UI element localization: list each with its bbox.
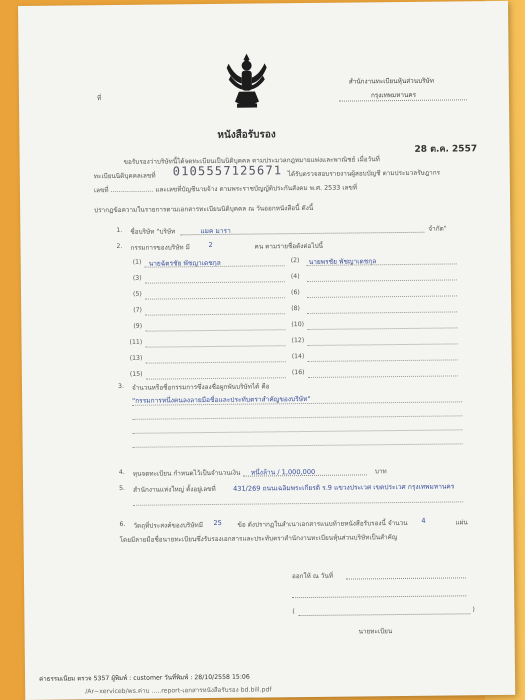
item-6-number: 6. [119, 520, 126, 528]
intro-line-1: ขอรับรองว่าบริษัทนี้ได้จดทะเบียนเป็นนิติบุคคล ตามประมวลกฎหมายแพ่งและพาณิชย์ เมื่อวันที่ [123, 155, 380, 166]
item-1-label: ชื่อบริษัท "บริษัท [130, 227, 176, 236]
slot-11-number: (11) [129, 338, 143, 346]
slot-14-number: (14) [291, 353, 305, 361]
slot-4-number: (4) [290, 273, 300, 281]
handwritten-date: 28 ต.ค. 2557 [414, 144, 478, 155]
to-label: ที่ [96, 94, 102, 103]
intro-line-2-suffix: ได้รับตรวจสอบรายงานผู้สอบบัญชี ตามประมวลรัษฎากร [287, 168, 441, 179]
slot-2-number: (2) [290, 257, 300, 265]
item-5-label: สำนักงานแห่งใหญ่ ตั้งอยู่เลขที่ [133, 484, 216, 494]
slot-3-number: (3) [132, 274, 142, 282]
item-1-number: 1. [116, 226, 123, 234]
registration-number: 0105557125671 [172, 163, 283, 179]
director-2-name: นายพรชัย พัชญาเดชกุล [308, 257, 377, 266]
item-6-pages-count: 4 [421, 516, 426, 525]
paren-open: ( [292, 607, 295, 616]
signature-line [292, 595, 466, 598]
item-6-label-b: ข้อ ดังปรากฏในสำเนาเอกสารแนบท้ายหนังสือรับรองนี้ จำนวน [237, 518, 408, 529]
page-title: หนังสือรับรอง [217, 129, 276, 141]
slot-line [308, 359, 458, 362]
slot-line [307, 263, 457, 266]
slot-9-number: (9) [133, 322, 143, 330]
slot-10-number: (10) [291, 321, 305, 329]
item-2-director-count: 2 [208, 240, 213, 250]
item-6-label-c: แผ่น [455, 518, 468, 527]
item-2-label: กรรมการของบริษัท มี [130, 243, 190, 252]
registrar-title: นายทะเบียน [358, 627, 393, 636]
issued-date-line [346, 577, 466, 579]
slot-line [308, 375, 458, 378]
item-5-number: 5. [119, 484, 126, 492]
item-3-number: 3. [117, 382, 124, 390]
item-4-label: ทุนจดทะเบียน กำหนดไว้เป็นจำนวนเงิน [132, 468, 241, 478]
item-2-suffix: คน ตามรายชื่อดังต่อไปนี้ [254, 241, 324, 251]
slot-13-number: (13) [129, 354, 143, 362]
certificate-paper [18, 1, 515, 700]
slot-15-number: (15) [129, 370, 143, 378]
slot-6-number: (6) [290, 289, 300, 297]
footer-print-info: ค่าธรรมเนียม ตรวจ 5357 ผู้พิมพ์ : customer วันที่พิมพ์ : 28/10/2558 15:06 [39, 673, 250, 683]
intro-line-4: ปรากฏข้อความในรายการตามเอกสารทะเบียนนิติบุคคล ณ วันออกหนังสือนี้ ดังนี้ [94, 203, 314, 215]
slot-line [145, 329, 285, 331]
office-city: กรุงเทพมหานคร [370, 90, 417, 100]
slot-line [145, 313, 285, 315]
item-5-address: 431/269 ถนนเฉลิมพระเกียรติ ร.9 แขวงประเวศ เขตประเวศ กรุงเทพมหานคร [233, 482, 455, 493]
slot-line [146, 377, 286, 379]
slot-12-number: (12) [291, 337, 305, 345]
item-5-line [133, 501, 463, 505]
slot-line [146, 361, 286, 363]
office-name: สำนักงานทะเบียนหุ้นส่วนบริษัท [348, 76, 435, 86]
item-2-number: 2. [116, 242, 123, 250]
item-1-suffix: จำกัด" [428, 224, 447, 233]
slot-5-number: (5) [132, 290, 142, 298]
slot-line [307, 327, 457, 330]
slot-8-number: (8) [291, 305, 300, 313]
city-underline [339, 99, 467, 101]
slot-line [307, 311, 457, 314]
item-4-capital: หนึ่งล้าน / 1,000,000 [250, 467, 316, 477]
item-4-number: 4. [118, 468, 125, 476]
item-3-line [133, 443, 463, 447]
director-1-name: นายฉัตรชัย พัชญาเดชกุล [148, 258, 221, 268]
item-3-line [132, 429, 462, 433]
slot-line [308, 343, 458, 346]
footer-path: /Ar~xerviceb/ws.ค่าบ .....report-เอกสารหนังสือรับรอง bd.bill.pdf [85, 686, 272, 696]
slot-line [146, 345, 286, 347]
item-3-line [132, 415, 462, 419]
slot-16-number: (16) [291, 369, 305, 377]
slot-line [145, 297, 285, 299]
item-6-label-a: วัตถุที่ประสงค์ของบริษัทมี [133, 521, 203, 530]
slot-line [145, 281, 285, 283]
slot-7-number: (7) [133, 306, 142, 314]
slot-line [307, 279, 457, 282]
item-3-signing-rule: "กรรมการหนึ่งคนลงลายมือชื่อและประทับตราสำคัญของบริษัท" [132, 394, 311, 405]
registrar-name-line [298, 613, 470, 616]
slot-line [307, 295, 457, 298]
item-1-company-name: แมค มารา [200, 226, 231, 236]
issued-date-label: ออกให้ ณ วันที่ [291, 571, 334, 581]
item-6-objectives-count: 25 [213, 518, 222, 527]
item-3-label: จำนวนหรือชื่อกรรมการซึ่งลงชื่อผูกพันบริษัทได้ คือ [131, 382, 270, 392]
item-4-suffix: บาท [374, 467, 387, 476]
slot-1-number: (1) [132, 258, 142, 266]
intro-line-3: เลขที่ ..................... และเลขที่บัญชีนายจ้าง ตามพระราชบัญญัติประกันสังคม พ.ศ. 2533 เลขที่ [93, 183, 358, 195]
intro-line-2-prefix: ทะเบียนนิติบุคคลเลขที่ [93, 171, 156, 181]
item-6-line-2: โดยมีลายมือชื่อนายทะเบียนซึ่งรับรองเอกสารและประทับตราสำนักงานทะเบียนหุ้นส่วนบริษัทเป็นสำคัญ [119, 533, 398, 544]
paren-close: ) [472, 605, 475, 614]
garuda-emblem-icon [224, 51, 269, 109]
